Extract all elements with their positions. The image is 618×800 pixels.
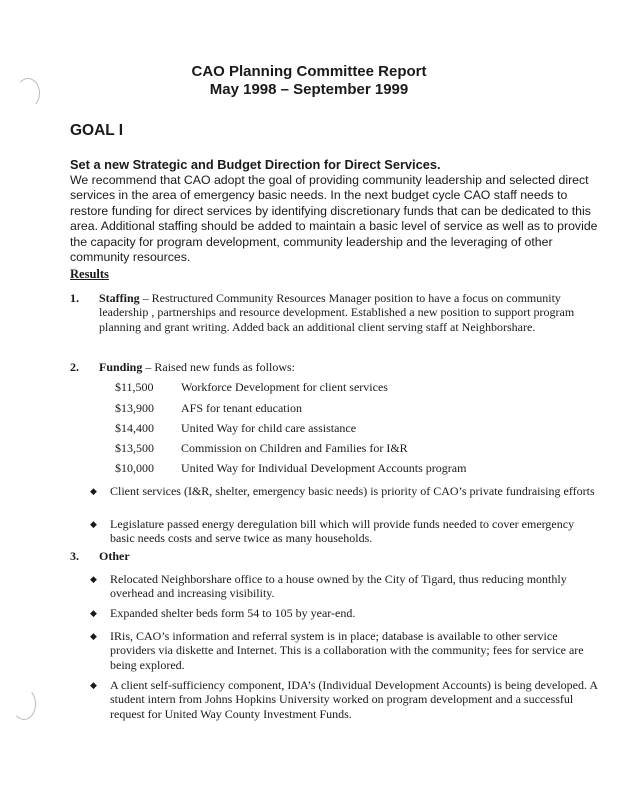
fund-description: Workforce Development for client services — [181, 380, 388, 394]
bullet-text: Expanded shelter beds form 54 to 105 by year-end. — [110, 606, 356, 620]
bullet-item — [90, 629, 600, 672]
goal-heading: GOAL I — [70, 122, 124, 139]
fund-amount: $14,400 — [115, 421, 154, 435]
staffing-text: – Restructured Community Resources Manager position to have a focus on community leadership , partnerships and resource development. Established a new position to support program planning and grant writing. Added back an additional client serving staff at Neighborshare. — [99, 291, 575, 334]
bullet-text: Legislature passed energy deregulation bill which will provide funds needed to cover emergency basic needs costs and serve twice as many households. — [110, 517, 575, 546]
staffing-number: 1. — [70, 291, 79, 305]
fund-row — [115, 380, 388, 394]
bullet-item — [90, 678, 600, 721]
fund-amount: $13,900 — [115, 401, 154, 415]
title-line-1: CAO Planning Committee Report — [191, 63, 427, 80]
other-number: 3. — [70, 549, 79, 563]
funding-section — [70, 360, 600, 374]
funding-label: Funding — [99, 360, 143, 374]
fund-amount: $10,000 — [115, 461, 154, 475]
bullet-text: IRis, CAO’s information and referral system is in place; database is available to other service providers via diskette and Internet. This is a collaboration with the community; fees for service are being explored. — [110, 629, 584, 672]
diamond-bullet-icon: ◆ — [90, 486, 97, 496]
fund-row — [115, 461, 466, 475]
bullet-item — [90, 484, 600, 498]
diamond-bullet-icon: ◆ — [90, 574, 97, 584]
funding-number: 2. — [70, 360, 79, 374]
goal-paragraph: We recommend that CAO adopt the goal of providing community leadership and selected direct services in the area of emergency basic needs. In the next budget cycle CAO staff needs to restore funding for direct services by identifying discretionary funds that can be dedicated to this area. Additional staffing should be added to maintain a basic level of service as well as to provide the capacity for program development, community leadership and the leveraging of other community resources. — [70, 172, 598, 264]
funding-text: – Raised new funds as follows: — [142, 360, 296, 374]
fund-description: United Way for Individual Development Accounts program — [181, 461, 467, 475]
staffing-section — [70, 291, 600, 334]
fund-description: United Way for child care assistance — [181, 421, 357, 435]
diamond-bullet-icon: ◆ — [90, 680, 97, 690]
goal-intro — [70, 157, 600, 266]
fund-amount: $13,500 — [115, 441, 154, 455]
bullet-item — [90, 606, 600, 620]
other-label: Other — [99, 549, 130, 563]
diamond-bullet-icon: ◆ — [90, 631, 97, 641]
results-heading: Results — [70, 267, 109, 281]
bullet-item — [90, 572, 600, 601]
fund-row — [115, 421, 356, 435]
diamond-bullet-icon: ◆ — [90, 608, 97, 618]
bullet-item — [90, 517, 600, 546]
fund-description: Commission on Children and Families for I&R — [181, 441, 408, 455]
scan-mark — [12, 688, 36, 720]
fund-amount: $11,500 — [115, 380, 154, 394]
goal-subheading: Set a new Strategic and Budget Direction for Direct Services. — [70, 157, 441, 172]
report-title — [0, 63, 618, 99]
other-section — [70, 549, 600, 563]
bullet-text: Relocated Neighborshare office to a house owned by the City of Tigard, thus reducing monthly overhead and increasing visibility. — [110, 572, 567, 601]
fund-description: AFS for tenant education — [181, 401, 302, 415]
fund-row — [115, 441, 408, 455]
bullet-text: Client services (I&R, shelter, emergency basic needs) is priority of CAO’s private fundraising efforts — [110, 484, 595, 498]
bullet-text: A client self-sufficiency component, IDA’s (Individual Development Accounts) is being developed. A student intern from Johns Hopkins University worked on program development and a successful request for United Way County Investment Funds. — [110, 678, 598, 721]
staffing-label: Staffing — [99, 291, 140, 305]
diamond-bullet-icon: ◆ — [90, 519, 97, 529]
title-line-2: May 1998 – September 1999 — [209, 81, 409, 98]
fund-row — [115, 401, 302, 415]
